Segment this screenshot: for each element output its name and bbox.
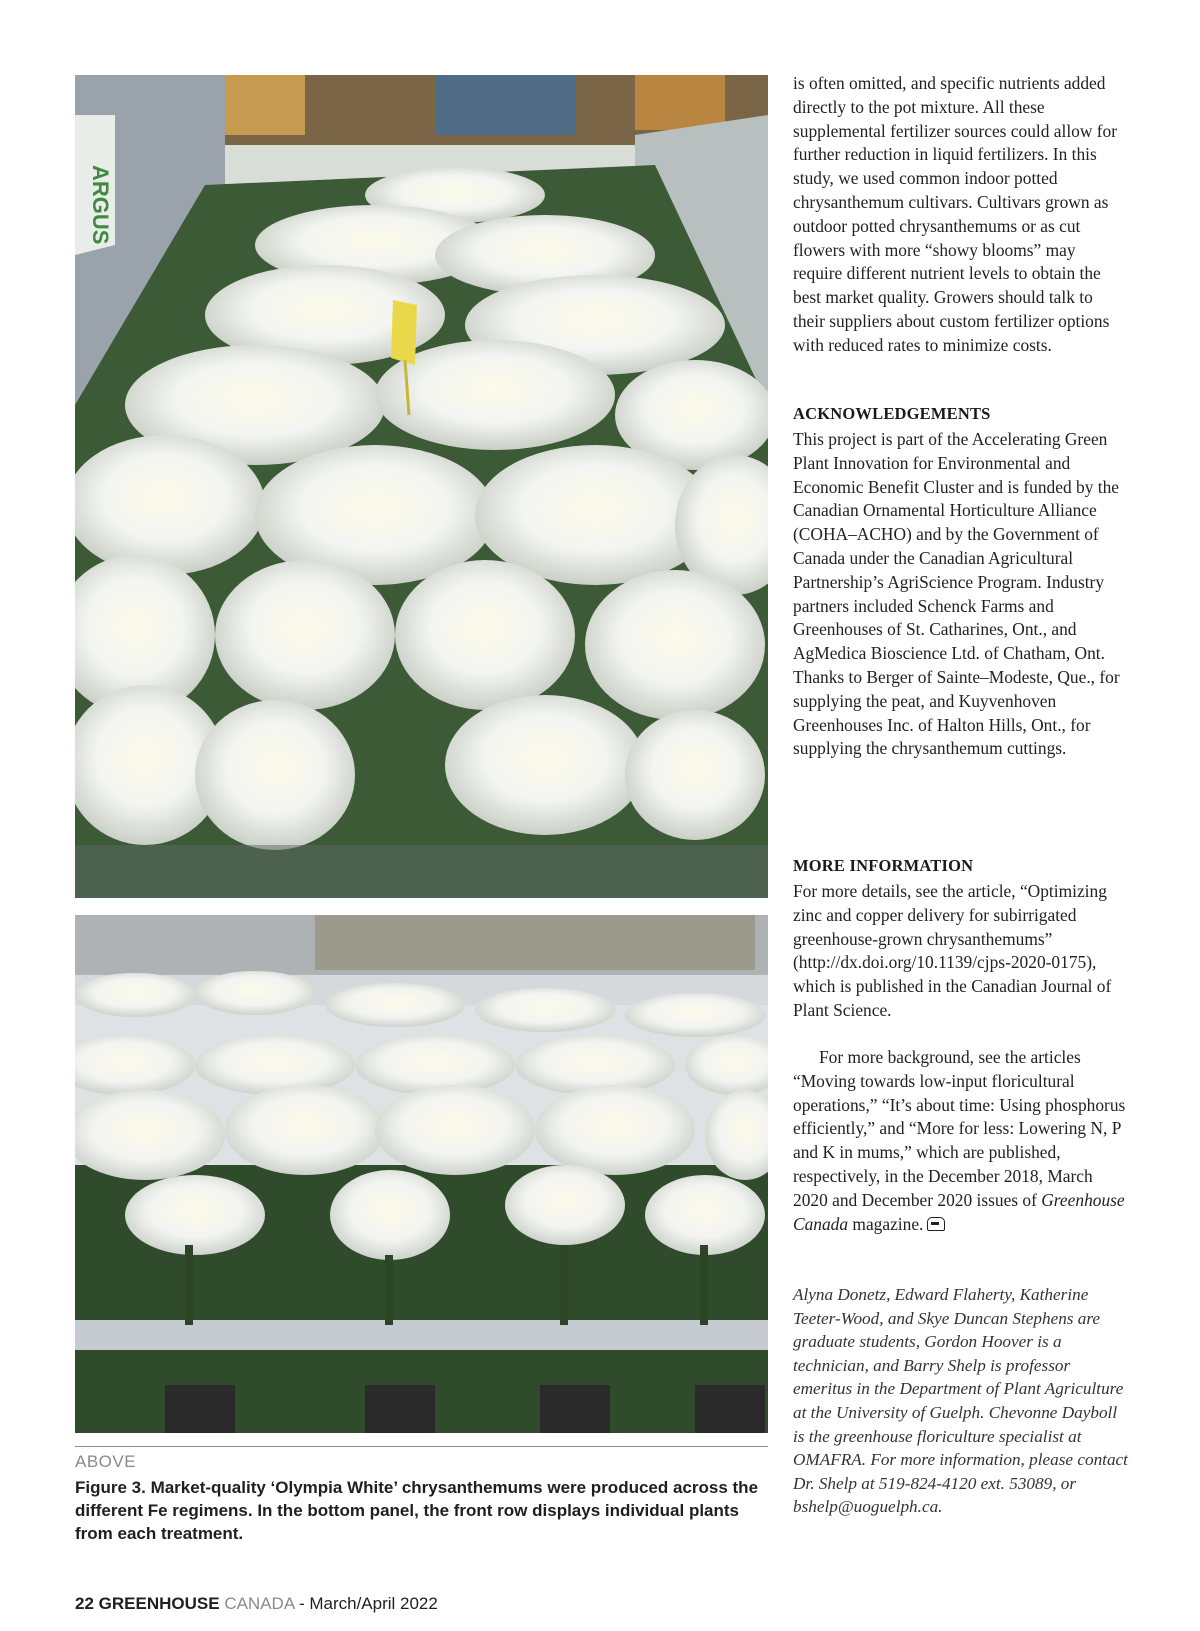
caption-label: ABOVE [75, 1452, 137, 1471]
more-background-end: magazine. [848, 1213, 924, 1234]
more-background-paragraph [793, 1046, 1128, 1236]
chrysanthemum-bench-illustration [75, 75, 768, 898]
more-information-text: For more details, see the article, “Optimizing zinc and copper delivery for subirrigated greenhouse-grown chrysanthemums” (http://dx.doi.org/10.1139/cjps-2020-0175), which is published in the Canadian Journal of Plant Science. [793, 881, 1112, 1020]
more-background-text: For more background, see the articles “Moving towards low-input floricultural operations,” “It’s about time: Using phosphorus efficiently,” and “More for less: Lowering N, P and K in mums,” which are published, respectively, in the December 2018, March 2020 and December 2020 issues of [793, 1047, 1126, 1210]
intro-text: is often omitted, and specific nutrients added directly to the pot mixture. All these supplemental fertilizer sources could allow for further reduction in liquid fertilizers. In this study, we used common indoor potted chrysanthemum cultivars. Cultivars grown as outdoor potted chrysanthemums or as cut flowers with more “showy blooms” may require different nutrient levels to obtain the best market quality. Growers should talk to their suppliers about custom fertilizer options with reduced rates to minimize costs. [793, 73, 1118, 355]
publication-name-bold: GREENHOUSE [98, 1594, 220, 1613]
more-information-heading: MORE INFORMATION [793, 856, 974, 875]
caption-divider [75, 1446, 768, 1447]
acknowledgements-text: This project is part of the Accelerating Green Plant Innovation for Environmental and Economic Benefit Cluster and is funded by the Canadian Ornamental Horticulture Alliance (COHA–ACHO) and by the Government of Canada under the Canadian Agricultural Partnership’s AgriScience Program. Industry partners included Schenck Farms and Greenhouses of St. Catharines, Ont., and AgMedica Bioscience Ltd. of Chatham, Ont. Thanks to Berger of Sainte–Modeste, Que., for supplying the peat, and Kuyvenhoven Greenhouses Inc. of Halton Hills, Ont., for supplying the chrysanthemum cuttings. [793, 429, 1120, 759]
figure-caption: Figure 3. Market-quality ‘Olympia White’ chrysanthemums were produced across the different Fe regimens. In the bottom panel, the front row displays individual plants from each treatment. [75, 1478, 759, 1543]
chrysanthemum-bench-photo [75, 75, 768, 898]
intro-paragraph [793, 72, 1128, 358]
page-footer [75, 1594, 438, 1614]
acknowledgements-paragraph [793, 428, 1128, 761]
page-number: 22 [75, 1594, 94, 1613]
acknowledgements-heading: ACKNOWLEDGEMENTS [793, 404, 991, 423]
potted-chrysanthemums-illustration [75, 915, 768, 1433]
issue-date: - March/April 2022 [294, 1594, 438, 1613]
argus-sign-text: ARGUS [88, 165, 113, 245]
magazine-name: Greenhouse Canada [793, 1189, 1125, 1234]
publication-name-light: CANADA [224, 1594, 295, 1613]
author-bio: Alyna Donetz, Edward Flaherty, Katherine Teeter-Wood, and Skye Duncan Stephens are graduate students, Gordon Hoover is a technician, and Barry Shelp is professor emeritus in the Department of Plant Agriculture at the University of Guelph. Chevonne Dayboll is the greenhouse floriculture specialist at OMAFRA. For more information, please contact Dr. Shelp at 519-824-4120 ext. 53089, or bshelp@uoguelph.ca. [793, 1285, 1128, 1517]
greenhouse-canada-end-mark-icon [927, 1217, 945, 1231]
potted-chrysanthemums-photo [75, 915, 768, 1433]
more-information-paragraph [793, 880, 1128, 1023]
